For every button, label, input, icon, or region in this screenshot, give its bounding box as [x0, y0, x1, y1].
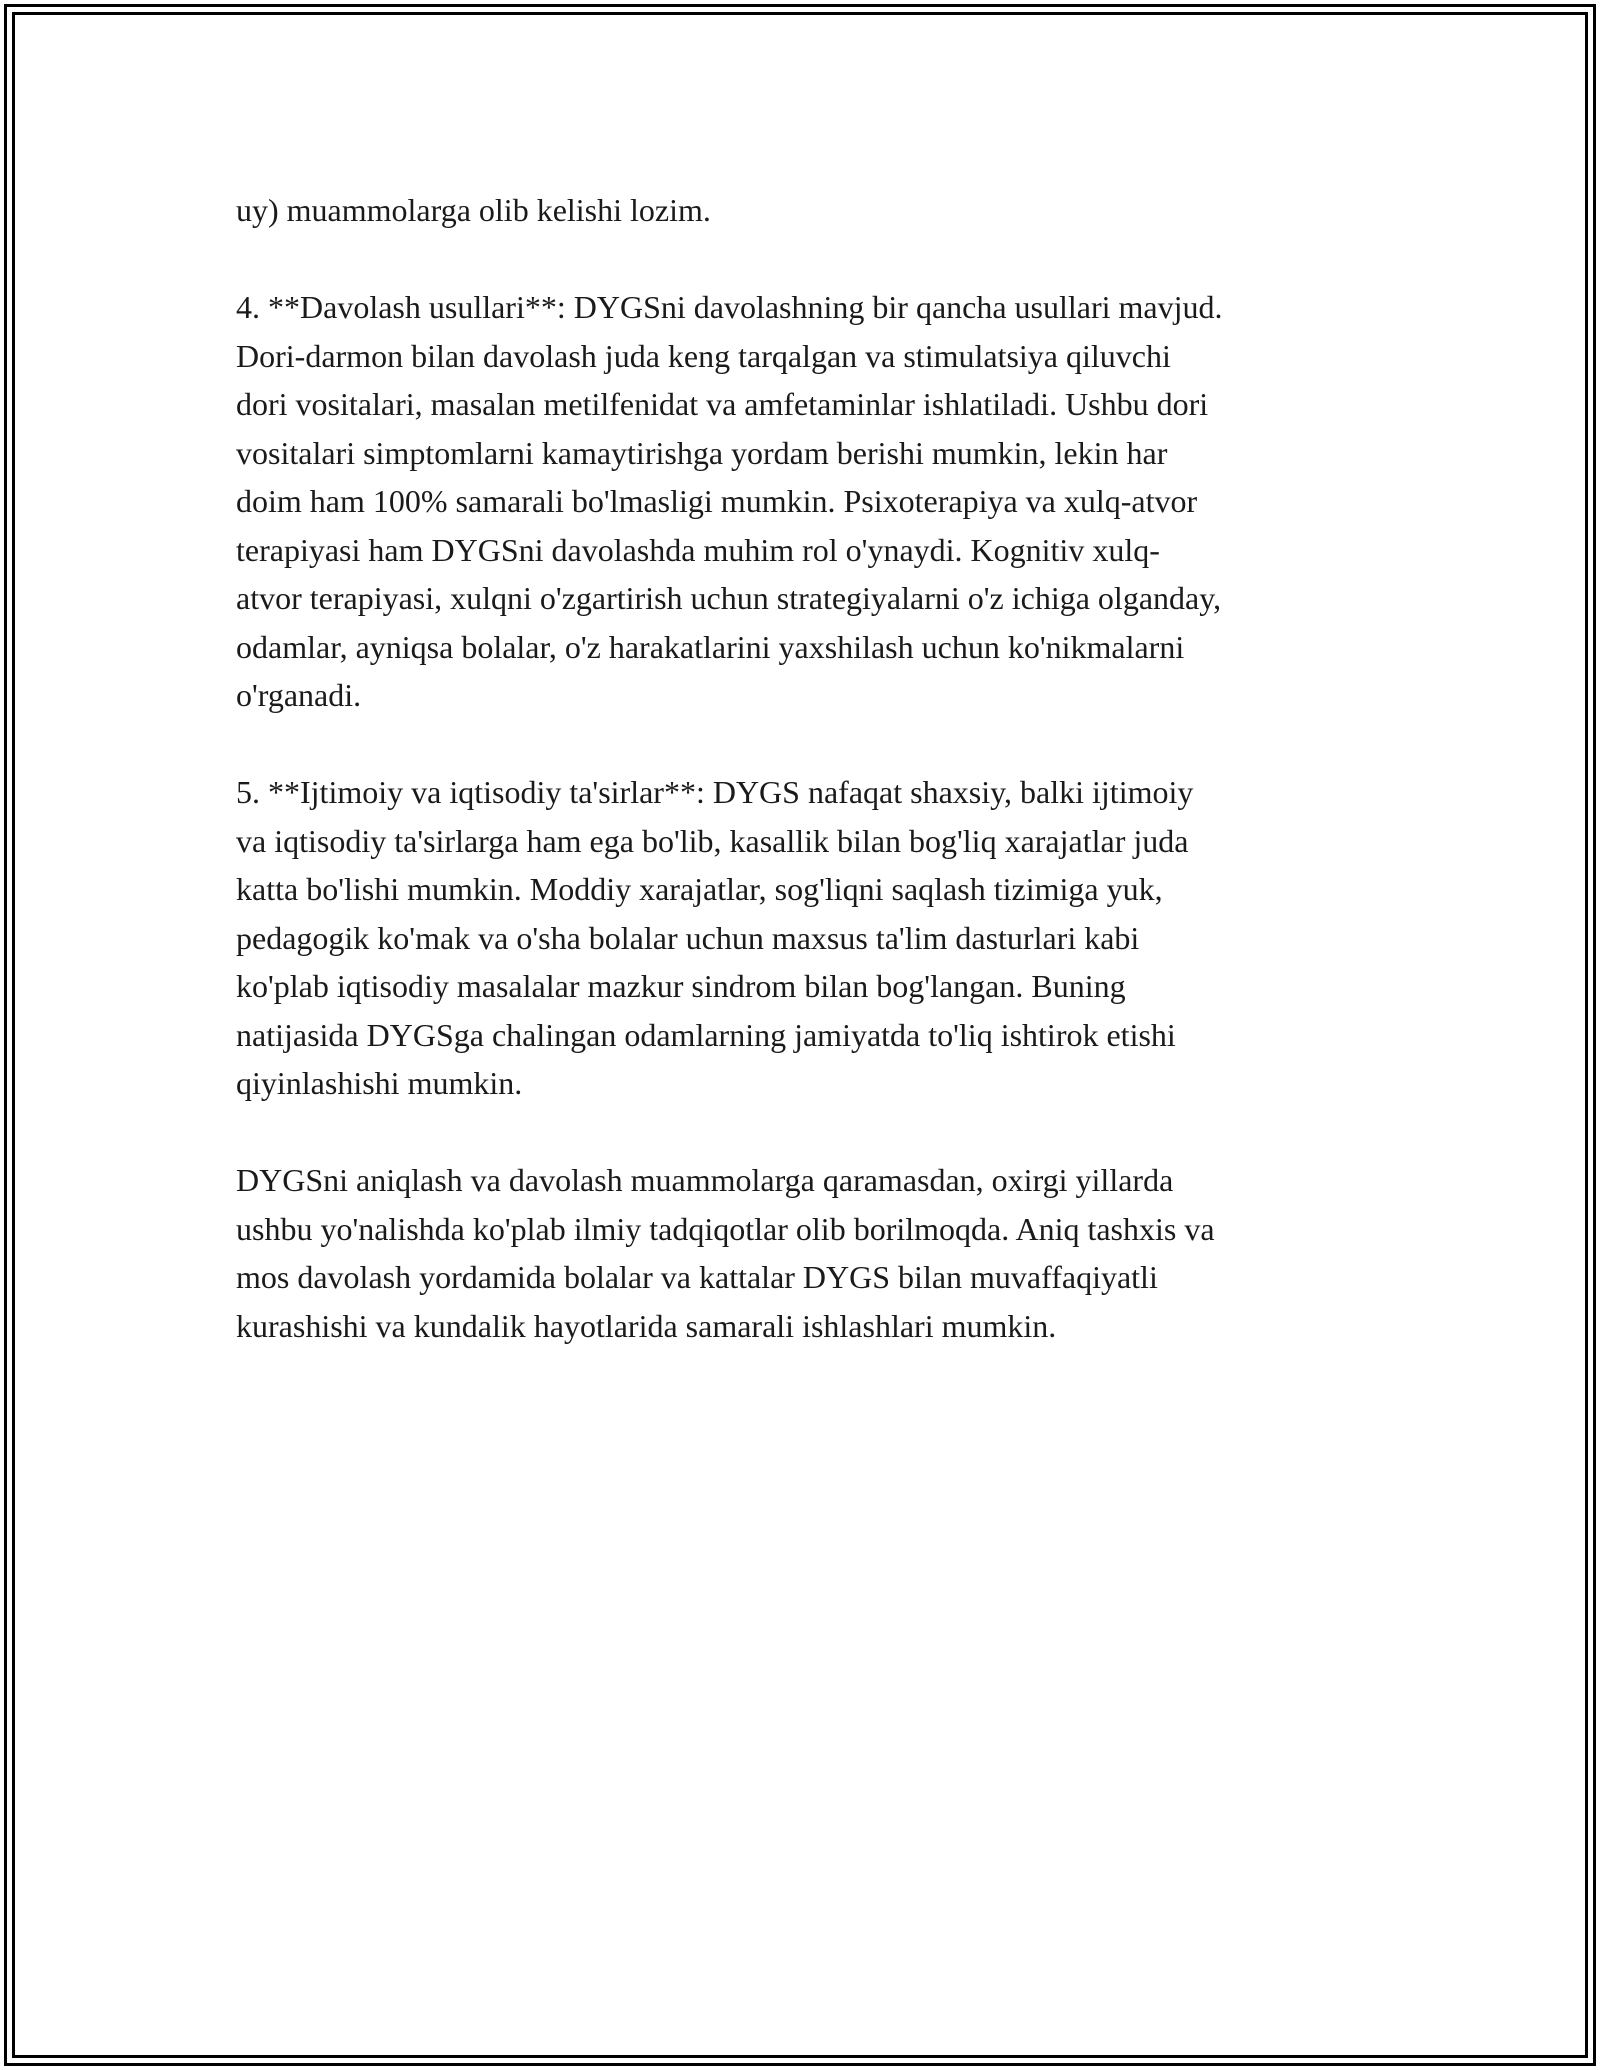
paragraph-treatment-methods: [236, 283, 1376, 720]
text-line: DYGSni aniqlash va davolash muammolarga qaramasdan, oxirgi yillarda: [236, 1162, 1174, 1198]
text-line: odamlar, ayniqsa bolalar, o'z harakatlarini yaxshilash uchun ko'nikmalarni: [236, 628, 1185, 665]
text-line: pedagogik ko'mak va o'sha bolalar uchun maxsus ta'lim dasturlari kabi: [236, 919, 1140, 956]
text-line: mos davolash yordamida bolalar va kattalar DYGS bilan muvaffaqiyatli: [236, 1259, 1158, 1295]
text-line: ko'plab iqtisodiy masalalar mazkur sindrom bilan bog'langan. Buning: [236, 968, 1126, 1004]
text-line: qiyinlashishi mumkin.: [236, 1065, 523, 1101]
document-body: [236, 186, 1376, 1399]
paragraph-social-economic-effects: [236, 768, 1376, 1108]
text-line: va iqtisodiy ta'sirlarga ham ega bo'lib, kasallik bilan bog'liq xarajatlar juda: [236, 822, 1189, 859]
text-line: kurashishi va kundalik hayotlarida samarali ishlashlari mumkin.: [236, 1307, 1057, 1344]
text-line: Dori-darmon bilan davolash juda keng tarqalgan va stimulatsiya qiluvchi: [236, 337, 1171, 374]
text-line: terapiyasi ham DYGSni davolashda muhim rol o'ynaydi. Kognitiv xulq-: [236, 531, 1160, 568]
paragraph-continuation: [236, 186, 1376, 235]
text-line: o'rganadi.: [236, 677, 362, 713]
text-line: 4. **Davolash usullari**: DYGSni davolashning bir qancha usullari mavjud.: [236, 289, 1223, 325]
text-line: dori vositalari, masalan metilfenidat va amfetaminlar ishlatiladi. Ushbu dori: [236, 386, 1209, 422]
text-line: vositalari simptomlarni kamaytirishga yordam berishi mumkin, lekin har: [236, 434, 1168, 471]
text-line: doim ham 100% samarali bo'lmasligi mumkin. Psixoterapiya va xulq-atvor: [236, 483, 1198, 519]
text-line: atvor terapiyasi, xulqni o'zgartirish uchun strategiyalarni o'z ichiga olganday,: [236, 580, 1222, 616]
text-line: katta bo'lishi mumkin. Moddiy xarajatlar, sog'liqni saqlash tizimiga yuk,: [236, 871, 1163, 907]
text-line: 5. **Ijtimoiy va iqtisodiy ta'sirlar**: DYGS nafaqat shaxsiy, balki ijtimoiy: [236, 774, 1194, 810]
text-line: ushbu yo'nalishda ko'plab ilmiy tadqiqotlar olib borilmoqda. Aniq tashxis va: [236, 1210, 1215, 1247]
paragraph-conclusion: [236, 1156, 1376, 1350]
text-line: uy) muammolarga olib kelishi lozim.: [236, 192, 711, 228]
text-line: natijasida DYGSga chalingan odamlarning jamiyatda to'liq ishtirok etishi: [236, 1016, 1176, 1053]
